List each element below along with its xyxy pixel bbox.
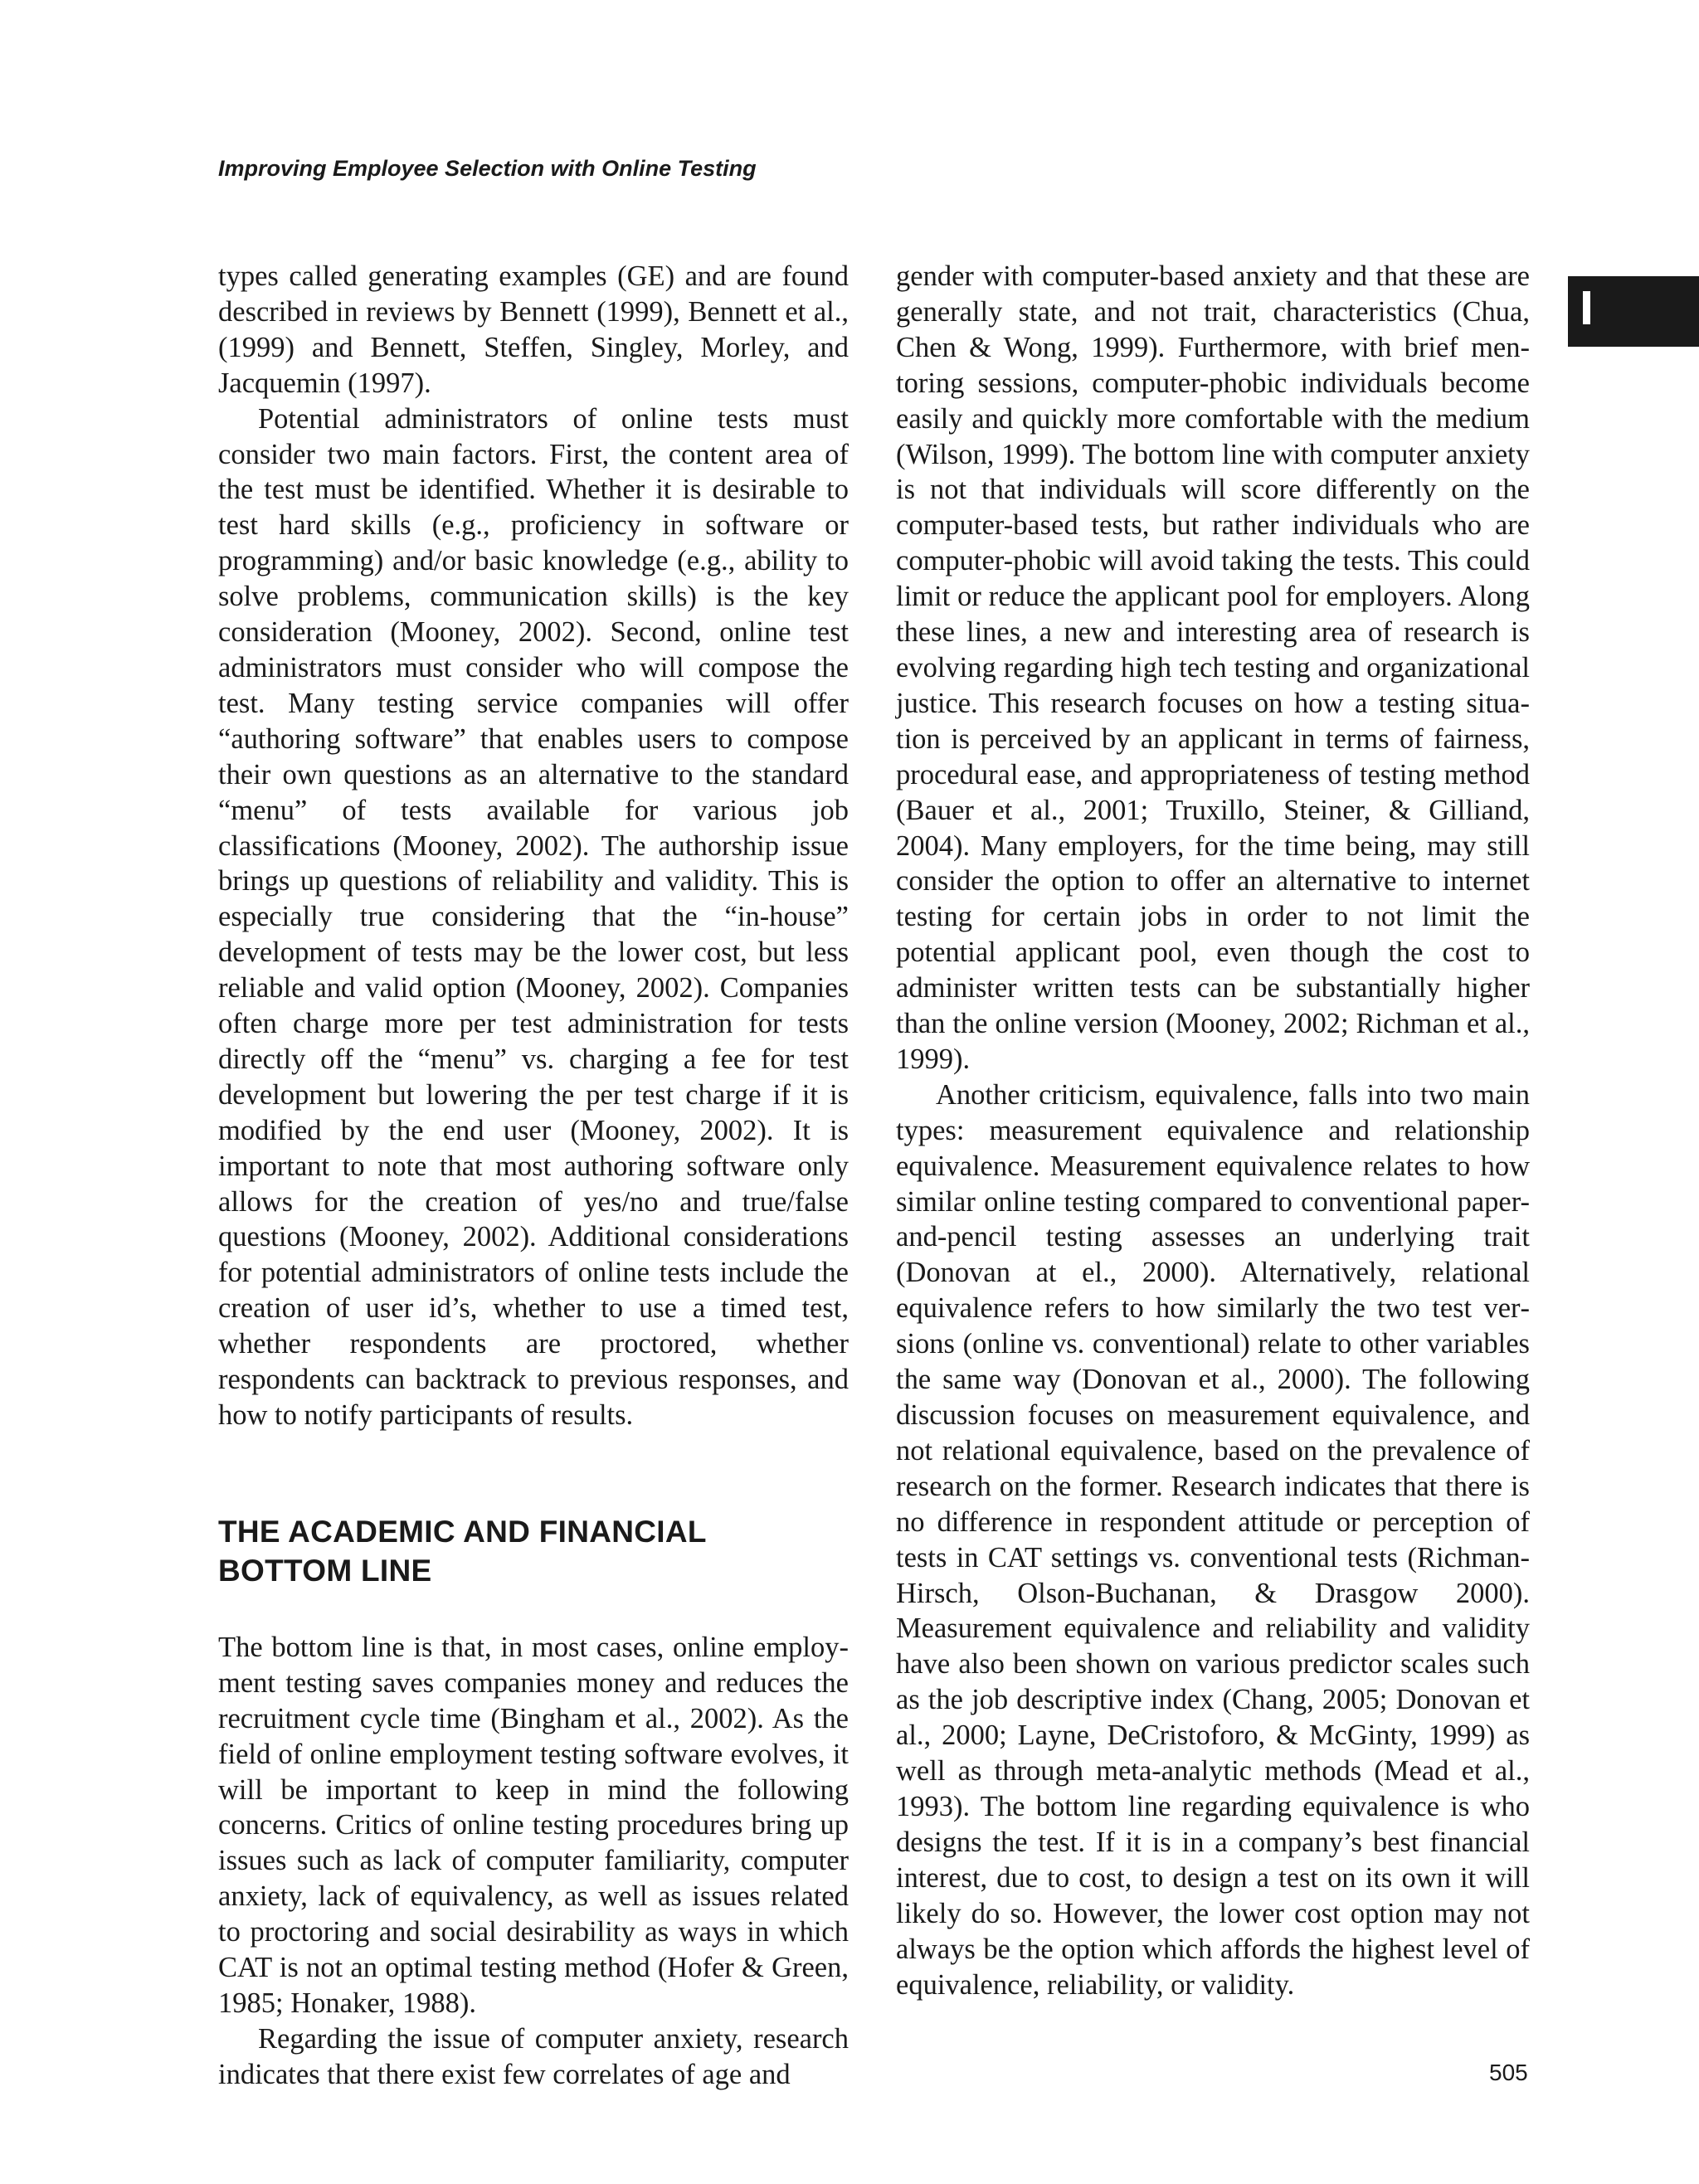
right-paragraph-1: gender with computer-based anxiety and that these are generally state, and not trait, characteristics (Chua, Chen & Wong, 1999). Furthermore, with brief mentoring sessions, computer-phobic individuals become easily and quickly more comfortable with the medium (Wilson, 1999). The bottom line with computer anxiety is not that individuals will score differently on the computer-based tests, but rather individuals who are computer-phobic will avoid taking the tests. This could limit or reduce the applicant pool for employers. Along these lines, a new and interesting area of research is evolving regarding high tech testing and organizational justice. This research focuses on how a testing situation is perceived by an applicant in terms of fairness, procedural ease, and appropriateness of testing method (Bauer et al., 2001; Truxillo, Steiner, & Gilliand, 2004). Many employers, for the time being, may still consider the option to offer an alternative to internet testing for certain jobs in order to not limit the potential applicant pool, even though the cost to administer written tests can be substantially higher than the online version (Mooney, 2002; Richman et al., 1999).	[896, 260, 1530, 1075]
section-heading	[218, 1512, 849, 1590]
left-column	[218, 259, 849, 2093]
left-paragraph-4: Regarding the issue of computer anxiety, research indicates that there exist few correlates of age and	[218, 2022, 849, 2090]
page-number: 505	[1489, 2060, 1528, 2085]
left-paragraph-1: types called generating examples (GE) and are found described in reviews by Bennett (1999), Bennett et al., (1999) and Bennett, Steffen, Singley, Morley, and Jacquemin (1997).	[218, 260, 849, 399]
chapter-tab-notch	[1583, 291, 1590, 324]
section-heading-line-2: BOTTOM LINE	[218, 1553, 432, 1588]
chapter-tab-marker	[1568, 276, 1699, 347]
running-header: Improving Employee Selection with Online Testing	[218, 156, 757, 181]
section-heading-line-1: THE ACADEMIC AND FINANCIAL	[218, 1514, 707, 1549]
right-column	[896, 259, 1530, 2002]
left-paragraph-2: Potential administrators of online tests must consider two main factors. First, the content area of the test must be identified. Whether it is desirable to test hard skills (e.g., proficiency in software or programming) and/or basic knowledge (e.g., ability to solve problems, communication skills) is the key consideration (Mooney, 2002). Second, online test administrators must consider who will compose the test. Many testing service companies will offer “authoring software” that enables users to compose their own questions as an alternative to the standard “menu” of tests available for various job classifications (Mooney, 2002). The authorship issue brings up questions of reliability and validity. This is especially true considering that the “in-house” development of tests may be the lower cost, but less reliable and valid option (Mooney, 2002). Companies often charge more per test administration for tests directly off the “menu” vs. charging a fee for test development but lowering the per test charge if it is modified by the end user (Mooney, 2002). It is important to note that most authoring software only allows for the creation of yes/no and true/false questions (Mooney, 2002). Additional considerations for potential administrators of online tests include the creation of user id’s, whether to use a timed test, whether respondents are proctored, whether respondents can backtrack to previous responses, and how to notify participants of results.	[218, 402, 849, 1431]
left-paragraph-3: The bottom line is that, in most cases, online employment testing saves companies money and reduces the recruitment cycle time (Bingham et al., 2002). As the field of online employment testing software evolves, it will be important to keep in mind the following concerns. Critics of online testing procedures bring up issues such as lack of computer familiarity, computer anxiety, lack of equivalency, as well as issues related to proctoring and social desirability as ways in which CAT is not an optimal testing method (Hofer & Green, 1985; Honaker, 1988).	[218, 1631, 849, 2019]
right-paragraph-2: Another criticism, equivalence, falls into two main types: measurement equivalence and relationship equivalence. Measurement equivalence relates to how similar online testing compared to conventional paper-and-pencil testing assesses an underlying trait (Donovan at el., 2000). Alternatively, relational equivalence refers to how similarly the two test versions (online vs. conventional) relate to other variables the same way (Donovan et al., 2000). The following discussion focuses on measurement equivalence, and not relational equivalence, based on the prevalence of research on the former. Research indicates that there is no difference in respondent attitude or perception of tests in CAT settings vs. conventional tests (Richman-Hirsch, Olson-Buchanan, & Drasgow 2000). Measurement equivalence and reliability and validity have also been shown on various predictor scales such as the job descriptive index (Chang, 2005; Donovan et al., 2000; Layne, DeCristoforo, & McGinty, 1999) as well as through meta-analytic methods (Mead et al., 1993). The bottom line regarding equivalence is who designs the test. If it is in a company’s best financial interest, due to cost, to design a test on its own it will likely do so. However, the lower cost option may not always be the option which affords the highest level of equivalence, reliability, or validity.	[896, 1078, 1530, 2001]
